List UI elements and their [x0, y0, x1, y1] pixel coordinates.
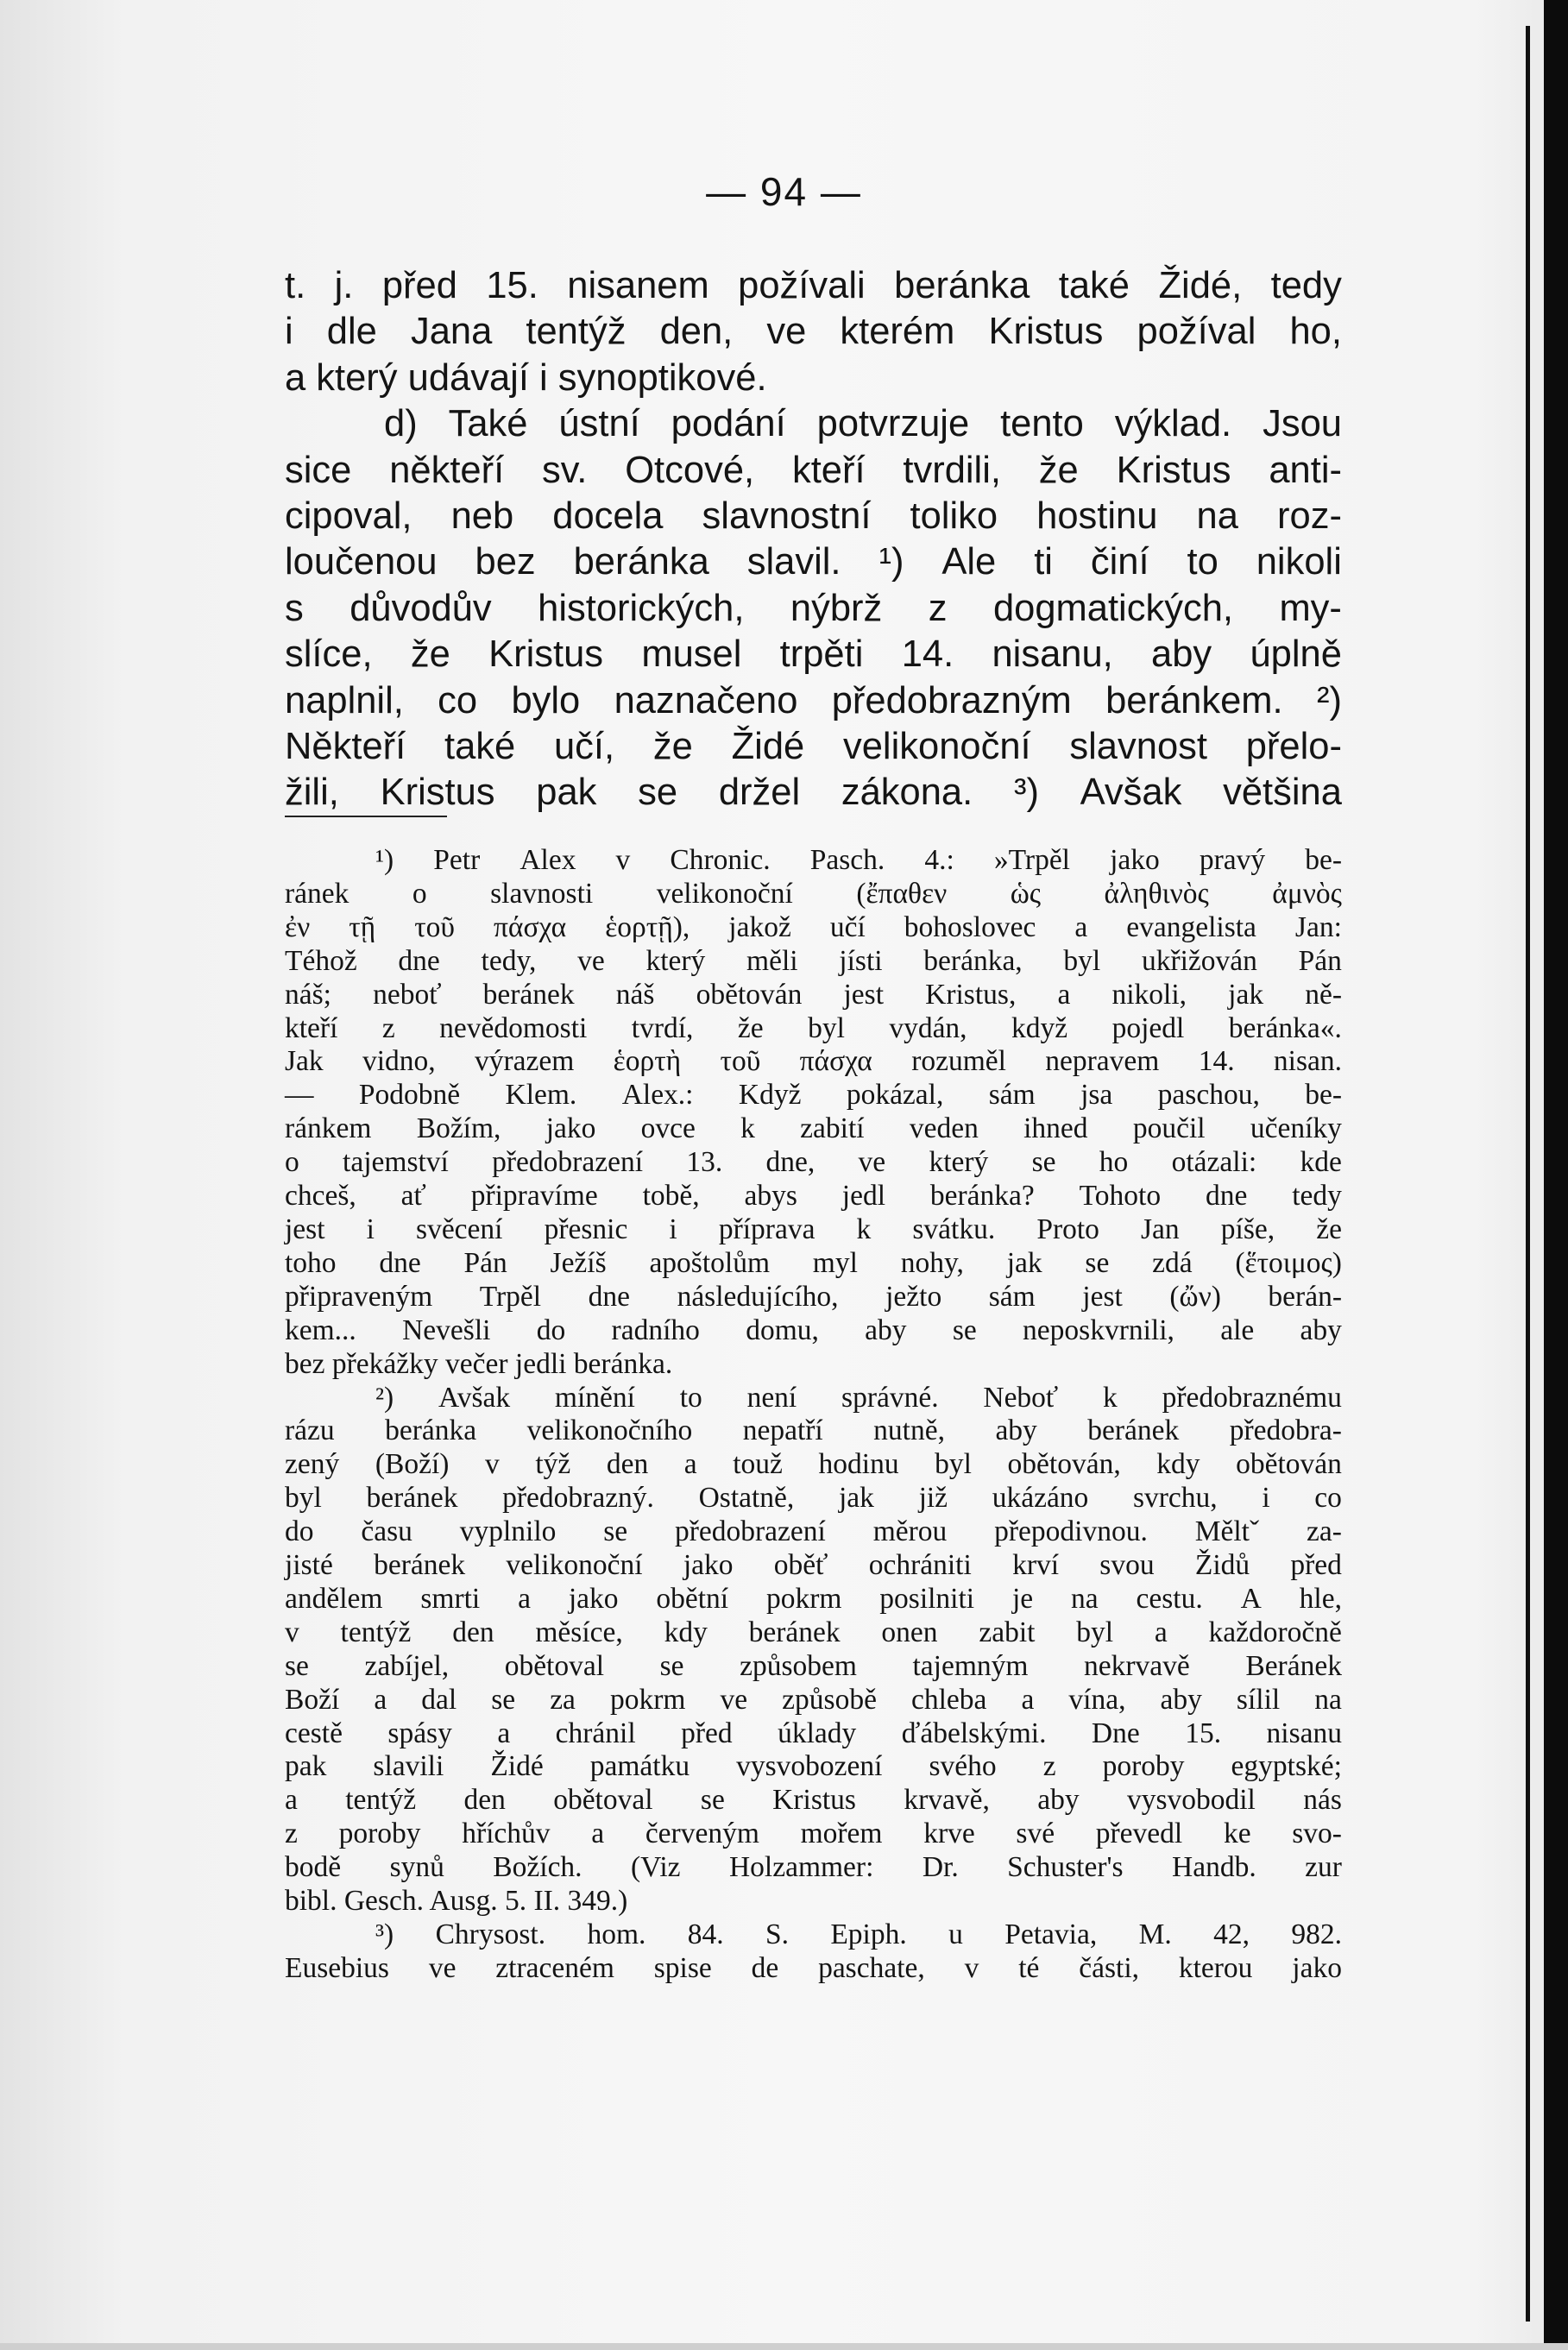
- scan-edge-right: [1544, 0, 1568, 2350]
- text-line: i dle Jana tentýž den, ve kterém Kristus požíval ho,: [285, 311, 1342, 353]
- footnote-line: se zabíjel, obětoval se způsobem tajemným nekrvavě Beránek: [285, 1649, 1342, 1682]
- text-line: Někteří také učí, že Židé velikonoční slavnost přelo-: [285, 726, 1342, 768]
- footnote-line: Jak vidno, výrazem ἑορτὴ τοῦ πάσχα rozuměl nepravem 14. nisan.: [285, 1045, 1342, 1078]
- footnote-line: v tentýž den měsíce, kdy beránek onen zabit byl a každoročně: [285, 1616, 1342, 1648]
- footnote-line: andělem smrti a jako obětní pokrm posilniti je na cestu. A hle,: [285, 1582, 1342, 1615]
- footnote-line: rázu beránka velikonočního nepatří nutně, aby beránek předobra-: [285, 1414, 1342, 1447]
- footnote-line: náš; neboť beránek náš obětován jest Kristus, a nikoli, jak ně-: [285, 978, 1342, 1011]
- footnote-line: toho dne Pán Ježíš apoštolům myl nohy, jak se zdá (ἕτοιμος): [285, 1246, 1342, 1279]
- scan-edge-bottom: [0, 2343, 1568, 2350]
- text-line: s důvodův historických, nýbrž z dogmatických, my-: [285, 587, 1342, 629]
- footnote-line: do času vyplnilo se předobrazení měrou přepodivnou. Měltˇ za-: [285, 1515, 1342, 1548]
- footnote-line: z poroby hříchův a červeným mořem krve své převedl ke svo-: [285, 1818, 1342, 1850]
- text-line: slíce, že Kristus musel trpěti 14. nisanu, aby úplně: [285, 633, 1342, 676]
- footnote-line: byl beránek předobrazný. Ostatně, jak již ukázáno svrchu, i co: [285, 1482, 1342, 1515]
- footnote-line: zený (Boží) v týž den a touž hodinu byl obětován, kdy obětován: [285, 1448, 1342, 1481]
- footnote-line: jest i svěcení přesnic i příprava k svátku. Proto Jan píše, že: [285, 1213, 1342, 1245]
- footnote-line: bez překážky večer jedli beránka.: [285, 1347, 673, 1380]
- footnote-line: Boží a dal se za pokrm ve způsobě chleba a vína, aby sílil na: [285, 1683, 1342, 1716]
- footnote-line: — Podobně Klem. Alex.: Když pokázal, sám jsa paschou, be-: [285, 1079, 1342, 1112]
- page-number: — 94 —: [706, 169, 862, 214]
- footnote-line: a tentýž den obětoval se Kristus krvavě, aby vysvobodil nás: [285, 1784, 1342, 1817]
- footnote-line: o tajemství předobrazení 13. dne, ve který se ho otázali: kde: [285, 1146, 1342, 1179]
- footnote-line: ἐν τῇ τοῦ πάσχα ἑορτῇ), jakož učí bohoslovec a evangelista Jan:: [285, 910, 1342, 943]
- footnote-line: ³) Chrysost. hom. 84. S. Epiph. u Petavia, M. 42, 982.: [375, 1918, 1342, 1950]
- footnote-line: pak slavili Židé památku vysvobození svého z poroby egyptské;: [285, 1750, 1342, 1783]
- text-line: naplnil, co bylo naznačeno předobrazným beránkem. ²): [285, 679, 1342, 721]
- footnote-line: ránek o slavnosti velikonoční (ἔπαθεν ὡς ἀληθινὸς ἀμνὸς: [285, 877, 1342, 910]
- footnotes: [285, 844, 1342, 1986]
- text-line: sice někteří sv. Otcové, kteří tvrdili, že Kristus anti-: [285, 449, 1342, 491]
- footnote-line: bibl. Gesch. Ausg. 5. II. 349.): [285, 1885, 628, 1918]
- footnote-line: ¹) Petr Alex v Chronic. Pasch. 4.: »Trpěl jako pravý be-: [375, 844, 1342, 876]
- text-line: d) Také ústní podání potvrzuje tento výklad. Jsou: [384, 403, 1342, 445]
- text-line: loučenou bez beránka slavil. ¹) Ale ti činí to nikoli: [285, 541, 1342, 583]
- footnote-line: Eusebius ve ztraceném spise de paschate, v té části, kterou jako: [285, 1951, 1342, 1984]
- footnote-line: ránkem Božím, jako ovce k zabití veden ihned poučil učeníky: [285, 1112, 1342, 1145]
- text-line: a který udávají i synoptikové.: [285, 356, 767, 399]
- footnote-line: ²) Avšak mínění to není správné. Neboť k předobraznému: [375, 1381, 1342, 1414]
- footnote-line: bodě synů Božích. (Viz Holzammer: Dr. Schuster's Handb. zur: [285, 1851, 1342, 1884]
- text-line: t. j. před 15. nisanem požívali beránka také Židé, tedy: [285, 265, 1342, 306]
- text-line: cipoval, neb docela slavnostní toliko hostinu na roz-: [285, 495, 1342, 538]
- main-text: [285, 263, 1342, 816]
- footnote-line: chceš, ať připravíme tobě, abys jedl beránka? Tohoto dne tedy: [285, 1180, 1342, 1213]
- footnote-line: jisté beránek velikonoční jako oběť ochrániti krví svou Židů před: [285, 1549, 1342, 1582]
- footnote-line: Téhož dne tedy, ve který měli jísti beránka, byl ukřižován Pán: [285, 944, 1342, 977]
- footnote-line: cestě spásy a chránil před úklady ďábelskými. Dne 15. nisanu: [285, 1717, 1342, 1749]
- text-line: žili, Kristus pak se držel zákona. ³) Avšak většina: [285, 772, 1342, 814]
- scan-edge-line: [1526, 26, 1530, 2322]
- footnote-line: kteří z nevědomosti tvrdí, že byl vydán, když pojedl beránka«.: [285, 1011, 1342, 1044]
- footnote-line: připraveným Trpěl dne následujícího, ježto sám jest (ὤν) berán-: [285, 1280, 1342, 1313]
- footnote-line: kem... Nevešli do radního domu, aby se neposkvrnili, ale aby: [285, 1314, 1342, 1346]
- footnote-separator: [285, 816, 447, 817]
